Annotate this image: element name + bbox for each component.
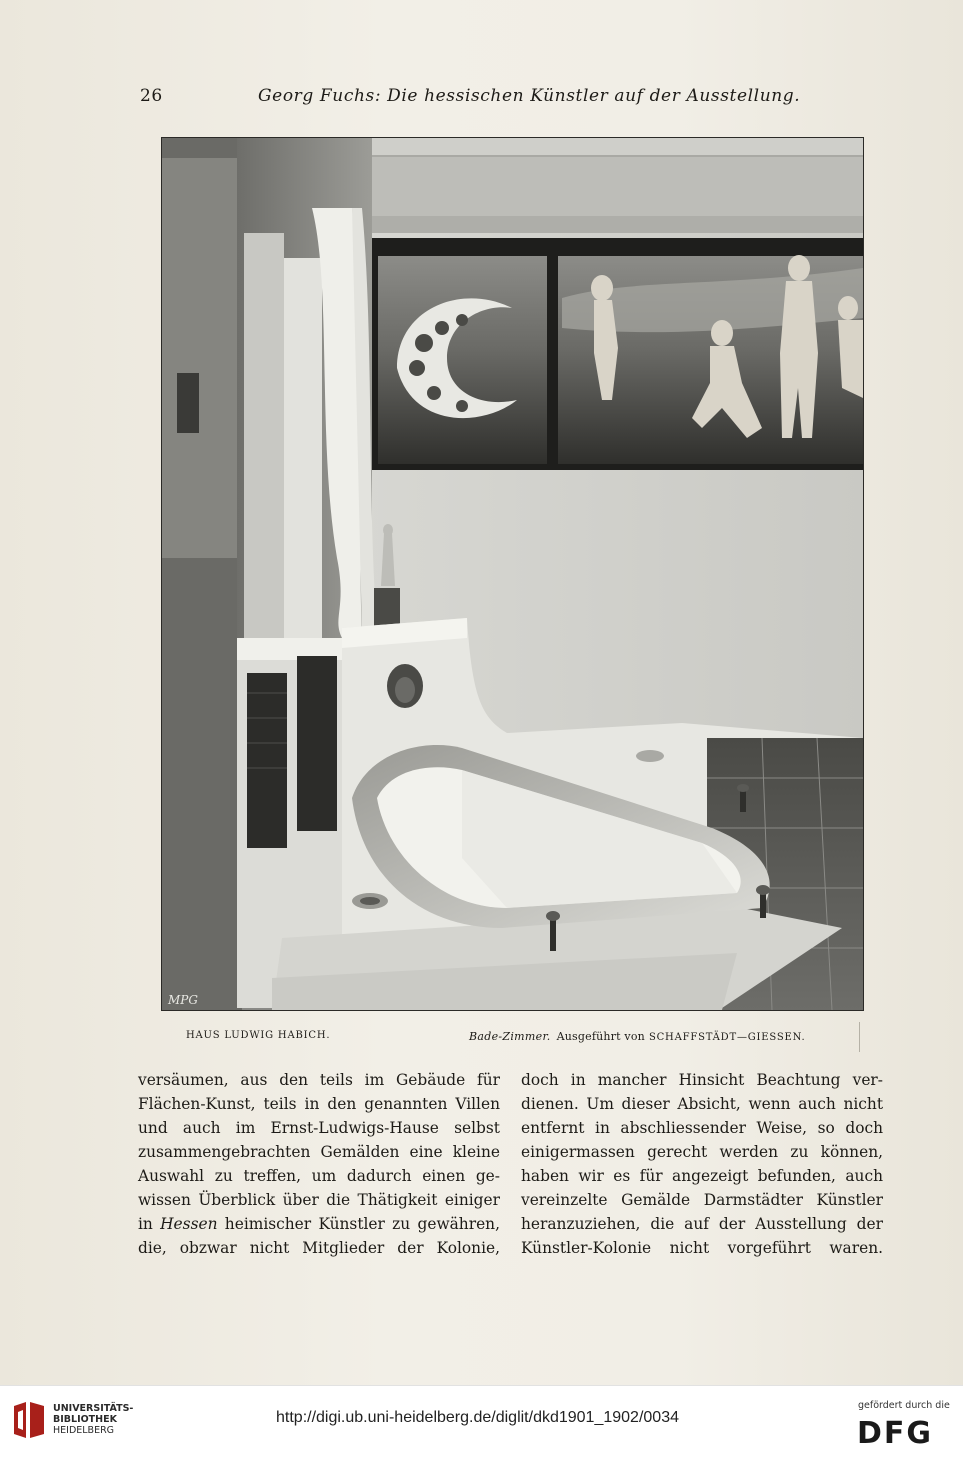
text-word: in (138, 1215, 153, 1233)
text-line: wissen Überblick über die Thätigkeit einiger (138, 1191, 500, 1209)
text-line: Auswahl zu treffen, um dadurch einen ge- (138, 1167, 500, 1185)
caption-room: Bade-Zimmer. (469, 1030, 551, 1043)
text-column-left (138, 1068, 500, 1260)
funding-label: gefördert durch die (858, 1400, 950, 1411)
photographer-monogram: MPG (168, 993, 198, 1007)
caption-rule (859, 1022, 860, 1052)
text-column-right (521, 1068, 883, 1260)
text-line: Flächen-Kunst, teils in den genannten Villen (138, 1095, 500, 1113)
text-line: zusammengebrachten Gemälden eine kleine (138, 1143, 500, 1161)
dfg-logo: DFG (857, 1416, 934, 1451)
library-name-line: UNIVERSITÄTS- (53, 1403, 134, 1414)
digitization-footer (0, 1385, 963, 1458)
text-line: versäumen, aus den teils im Gebäude für (138, 1071, 500, 1089)
text-line-mixed (138, 1212, 500, 1236)
text-line: einigermassen gerecht werden zu können, (521, 1143, 883, 1161)
caption-firm: SCHAFFSTÄDT—GIESSEN. (648, 1032, 806, 1043)
permalink-url[interactable]: http://digi.ub.uni-heidelberg.de/diglit/dkd1901_1902/0034 (276, 1409, 679, 1426)
bathroom-illustration (162, 138, 863, 1010)
text-line: und auch im Ernst-Ludwigs-Hause selbst (138, 1119, 500, 1137)
running-title: Georg Fuchs: Die hessischen Künstler auf der Ausstellung. (258, 86, 801, 106)
caption-house: HAUS LUDWIG HABICH. (186, 1030, 331, 1041)
library-name (53, 1403, 133, 1436)
text-italic-word: Hessen (160, 1215, 218, 1233)
text-line: Künstler-Kolonie nicht vorgeführt waren. (521, 1239, 883, 1257)
caption-room-credit (469, 1030, 806, 1043)
caption-made-by: Ausgeführt von (556, 1030, 645, 1043)
bathroom-photograph (161, 137, 864, 1011)
text-line: dienen. Um dieser Absicht, wenn auch nicht (521, 1095, 883, 1113)
text-line: entfernt in abschliessender Weise, so doch (521, 1119, 883, 1137)
figure-caption (0, 1030, 963, 1048)
text-line: doch in mancher Hinsicht Beachtung ver- (521, 1071, 883, 1089)
library-name-line: BIBLIOTHEK (53, 1414, 117, 1425)
text-line: vereinzelte Gemälde Darmstädter Künstler (521, 1191, 883, 1209)
university-library-logo-icon (10, 1400, 48, 1442)
library-name-line: HEIDELBERG (53, 1425, 115, 1436)
text-line: heranzuziehen, die auf der Ausstellung der (521, 1215, 883, 1233)
text-fragment: heimischer Künstler zu gewähren, (224, 1215, 500, 1233)
text-line: haben wir es für angezeigt befunden, auch (521, 1167, 883, 1185)
text-line: die, obzwar nicht Mitglieder der Kolonie, (138, 1239, 500, 1257)
page-header (0, 86, 963, 114)
page-number: 26 (140, 86, 163, 106)
